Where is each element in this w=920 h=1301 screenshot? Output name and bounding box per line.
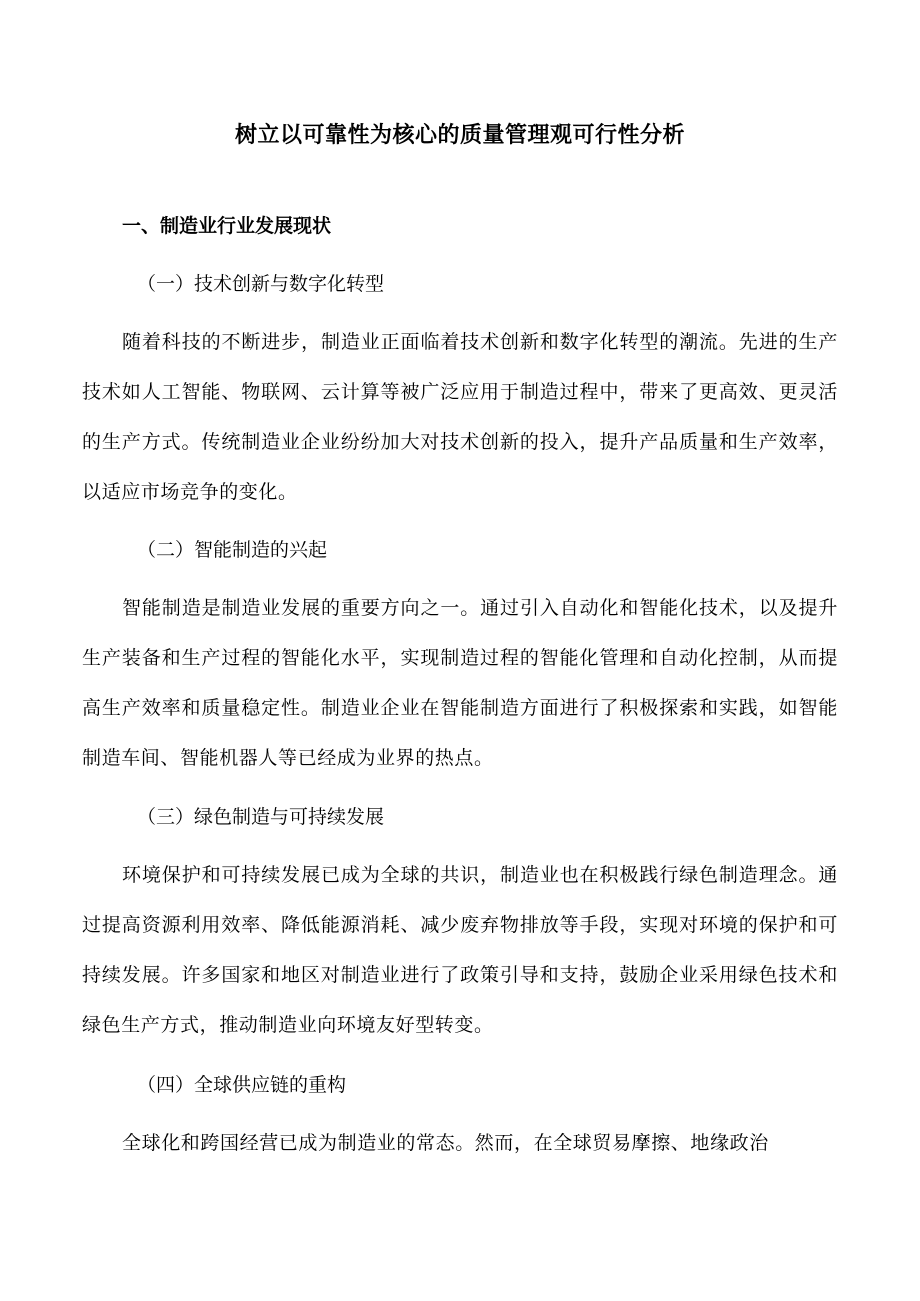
paragraph-2: 智能制造是制造业发展的重要方向之一。通过引入自动化和智能化技术，以及提升生产装备和生产过程的智能化水平，实现制造过程的智能化管理和自动化控制，从而提高生产效率和质量稳定性。制造业企业在智能制造方面进行了积极探索和实践，如智能制造车间、智能机器人等已经成为业界的热点。 (82, 597, 838, 769)
subsection-heading-4: （四）全球供应链的重构 (137, 1074, 347, 1096)
paragraph-4: 全球化和跨国经营已成为制造业的常态。然而，在全球贸易摩擦、地缘政治 (122, 1132, 769, 1154)
paragraph-1: 随着科技的不断进步，制造业正面临着技术创新和数字化转型的潮流。先进的生产技术如人工智能、物联网、云计算等被广泛应用于制造过程中，带来了更高效、更灵活的生产方式。传统制造业企业纷纷加大对技术创新的投入，提升产品质量和生产效率，以适应市场竞争的变化。 (82, 331, 838, 503)
subsection-heading-2: （二）智能制造的兴起 (137, 539, 328, 561)
document-title: 树立以可靠性为核心的质量管理观可行性分析 (234, 123, 685, 148)
paragraph-3: 环境保护和可持续发展已成为全球的共识，制造业也在积极践行绿色制造理念。通过提高资源利用效率、降低能源消耗、减少废弃物排放等手段，实现对环境的保护和可持续发展。许多国家和地区对制造业进行了政策引导和支持，鼓励企业采用绿色技术和绿色生产方式，推动制造业向环境友好型转变。 (82, 864, 838, 1036)
subsection-heading-1: （一）技术创新与数字化转型 (137, 273, 385, 295)
subsection-heading-3: （三）绿色制造与可持续发展 (137, 806, 385, 828)
section-heading-1: 一、制造业行业发展现状 (122, 215, 332, 237)
